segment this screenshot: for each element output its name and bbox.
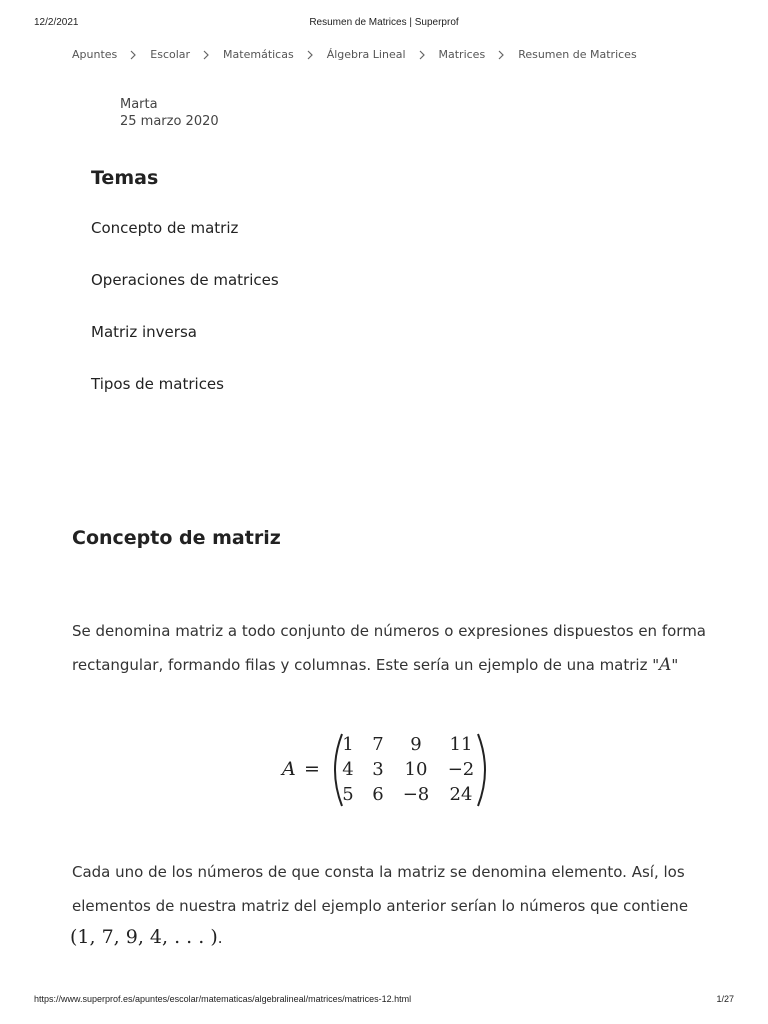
paragraph-definition-text: Se denomina matriz a todo conjunto de números o expresiones dispuestos en forma rectangular, formando filas y columnas. Este sería un ejemplo de una matriz " — [72, 622, 706, 674]
matrix-cell: 7 — [372, 734, 384, 755]
matrix-cell: −8 — [402, 784, 430, 805]
breadcrumb-item-apuntes[interactable]: Apuntes — [72, 47, 118, 61]
breadcrumb-item-algebra-lineal[interactable]: Álgebra Lineal — [326, 47, 406, 61]
paragraph-definition — [72, 614, 712, 682]
toc-heading: Temas — [91, 167, 159, 189]
matrix-cell: 3 — [372, 759, 384, 780]
chevron-right-icon — [190, 48, 223, 61]
breadcrumb-item-escolar[interactable]: Escolar — [150, 47, 191, 61]
matrix-cell: 1 — [342, 734, 354, 755]
chevron-right-icon — [117, 48, 150, 61]
page-number: 1/27 — [716, 994, 734, 1004]
author-name: Marta — [120, 97, 158, 112]
author-info — [120, 96, 219, 130]
tuple-math: (1, 7, 9, 4, . . . ) — [70, 926, 218, 948]
toc-link-concepto[interactable]: Concepto de matriz — [91, 219, 239, 237]
matrix-cell: 4 — [342, 759, 354, 780]
chevron-right-icon — [485, 48, 518, 61]
matrix-cells — [342, 734, 474, 805]
chevron-right-icon — [294, 48, 327, 61]
matrix-cell: 11 — [449, 734, 473, 755]
paragraph-elements — [72, 855, 712, 923]
toc-item — [91, 218, 279, 270]
print-date: 12/2/2021 — [34, 17, 79, 28]
breadcrumb — [72, 46, 637, 62]
matrix-equation — [276, 728, 496, 812]
matrix-cell: 9 — [410, 734, 422, 755]
math-variable-a: A — [659, 655, 672, 675]
print-footer — [0, 994, 768, 1008]
tuple-period: . — [217, 929, 223, 947]
breadcrumb-item-matrices[interactable]: Matrices — [438, 47, 486, 61]
print-url: https://www.superprof.es/apuntes/escolar/matematicas/algebralineal/matrices/matrices-12.html — [34, 994, 412, 1004]
publish-date: 25 marzo 2020 — [120, 114, 219, 129]
matrix-cell: 5 — [342, 784, 354, 805]
chevron-right-icon — [406, 48, 439, 61]
print-title: Resumen de Matrices | Superprof — [309, 17, 459, 28]
print-header — [0, 15, 768, 31]
toc-link-tipos[interactable]: Tipos de matrices — [91, 375, 224, 393]
toc-item — [91, 374, 279, 426]
section-heading: Concepto de matriz — [72, 527, 281, 549]
toc-item — [91, 322, 279, 374]
matrix-cell: 6 — [372, 784, 384, 805]
table-of-contents — [91, 218, 279, 426]
matrix-name: A — [282, 758, 296, 780]
paragraph-elements-text: Cada uno de los números de que consta la matriz se denomina elemento. Así, los elementos de nuestra matriz del ejemplo anterior serían lo números que contiene — [72, 863, 689, 915]
toc-link-inversa[interactable]: Matriz inversa — [91, 323, 197, 341]
matrix-cell: 24 — [449, 784, 473, 805]
toc-link-operaciones[interactable]: Operaciones de matrices — [91, 271, 279, 289]
breadcrumb-item-resumen[interactable]: Resumen de Matrices — [518, 47, 637, 61]
breadcrumb-item-matematicas[interactable]: Matemáticas — [223, 47, 294, 61]
matrix-equals: = — [304, 758, 320, 780]
matrix-cell: 10 — [404, 759, 428, 780]
toc-item — [91, 270, 279, 322]
paragraph-definition-end: " — [671, 656, 679, 674]
right-paren — [478, 734, 485, 806]
elements-tuple — [70, 926, 223, 948]
left-paren — [335, 734, 342, 806]
matrix-cell: −2 — [447, 759, 475, 780]
